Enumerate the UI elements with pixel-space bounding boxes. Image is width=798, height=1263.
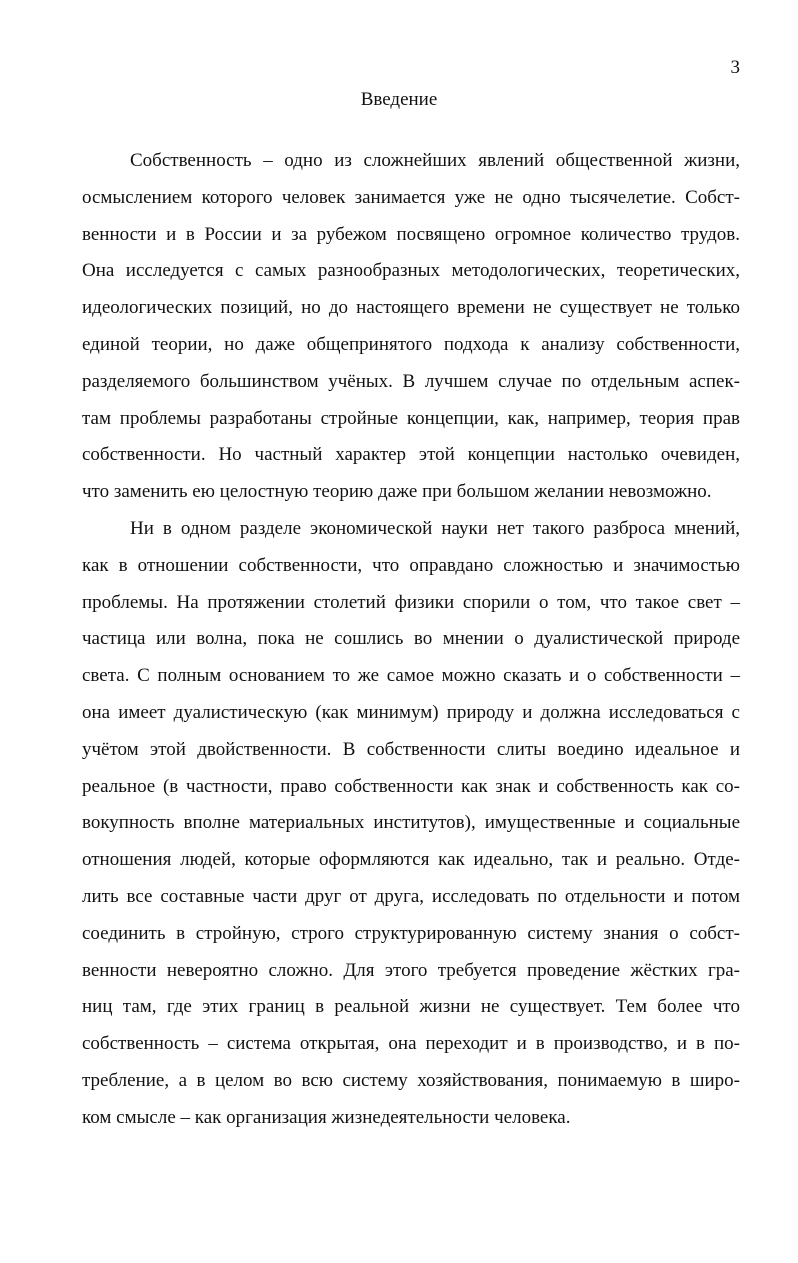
text-line: венности невероятно сложно. Для этого требуется проведение жёстких гра- xyxy=(82,959,740,981)
page-number: 3 xyxy=(730,57,740,78)
text-line: проблемы. На протяжении столетий физики спорили о том, что такое свет – xyxy=(82,591,740,613)
text-line: разделяемого большинством учёных. В лучшем случае по отдельным аспек- xyxy=(82,370,740,392)
text-line: ком смысле – как организация жизнедеятельности человека. xyxy=(82,1106,571,1128)
text-line: как в отношении собственности, что оправдано сложностью и значимостью xyxy=(82,554,740,576)
text-line: частица или волна, пока не сошлись во мнении о дуалистической природе xyxy=(82,628,740,650)
text-line: Она исследуется с самых разнообразных методологических, теоретических, xyxy=(82,260,740,282)
paragraph xyxy=(82,143,740,511)
text-line: ниц там, где этих границ в реальной жизни не существует. Тем более что xyxy=(82,996,740,1018)
paragraph xyxy=(82,511,740,1137)
text-line: отношения людей, которые оформляются как идеально, так и реально. Отде- xyxy=(82,849,740,871)
text-line: учётом этой двойственности. В собственности слиты воедино идеальное и xyxy=(82,738,740,760)
text-line: единой теории, но даже общепринятого подхода к анализу собственности, xyxy=(82,333,740,355)
text-line: вокупность вполне материальных институтов), имущественные и социальные xyxy=(82,812,740,834)
text-line: соединить в стройную, строго структурированную систему знания о собст- xyxy=(82,922,740,944)
text-line: что заменить ею целостную теорию даже при большом желании невозможно. xyxy=(82,481,712,503)
text-line: венности и в России и за рубежом посвящено огромное количество трудов. xyxy=(82,223,740,245)
text-line: Ни в одном разделе экономической науки нет такого разброса мнений, xyxy=(130,517,740,539)
text-line: там проблемы разработаны стройные концепции, как, например, теория прав xyxy=(82,407,740,429)
text-line: света. С полным основанием то же самое можно сказать и о собственности – xyxy=(82,665,740,687)
text-line: лить все составные части друг от друга, исследовать по отдельности и потом xyxy=(82,885,740,907)
text-line: осмыслением которого человек занимается уже не одно тысячелетие. Собст- xyxy=(82,186,740,208)
text-line: реальное (в частности, право собственности как знак и собственность как со- xyxy=(82,775,740,797)
text-line: Собственность – одно из сложнейших явлений общественной жизни, xyxy=(130,150,740,171)
text-line: идеологических позиций, но до настоящего времени не существует не только xyxy=(82,297,740,319)
text-line: она имеет дуалистическую (как минимум) природу и должна исследоваться с xyxy=(82,701,740,723)
page-title: Введение xyxy=(360,89,438,110)
body-text xyxy=(82,143,740,1137)
text-line: собственность – система открытая, она переходит и в производство, и в по- xyxy=(82,1033,740,1055)
text-line: требление, а в целом во всю систему хозяйствования, понимаемую в широ- xyxy=(82,1069,740,1091)
text-line: собственности. Но частный характер этой концепции настолько очевиден, xyxy=(82,444,740,466)
